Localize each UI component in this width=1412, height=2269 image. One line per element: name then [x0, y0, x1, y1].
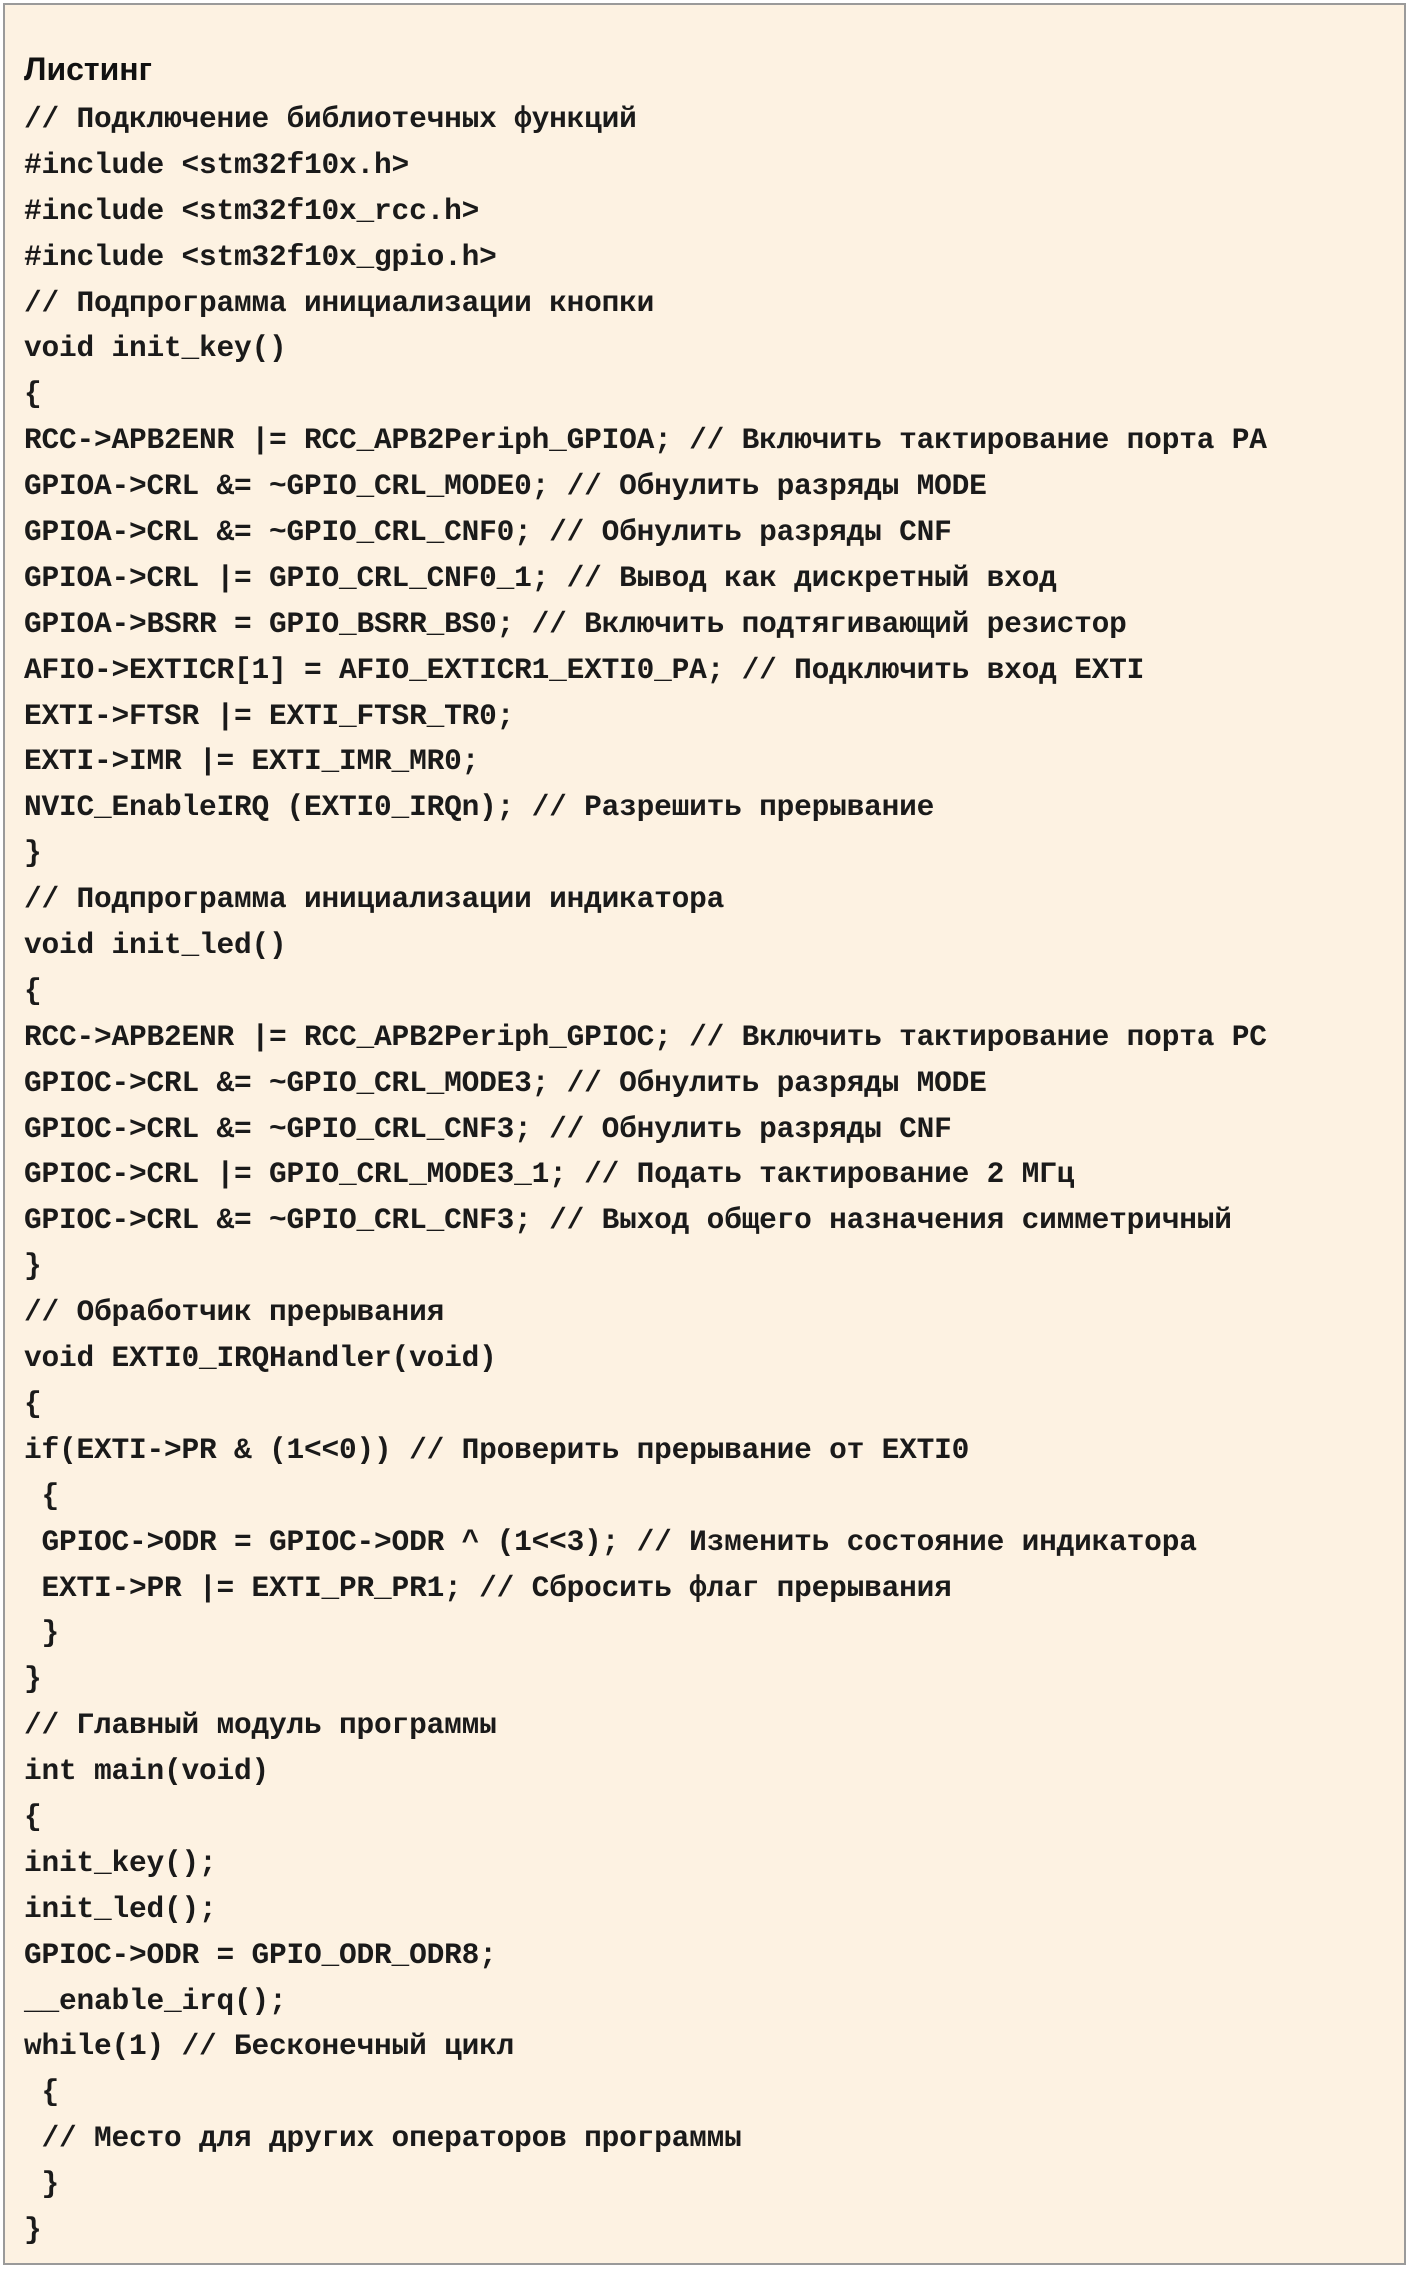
code-line: void init_led(): [24, 928, 287, 963]
code-line: GPIOA->CRL &= ~GPIO_CRL_CNF0; // Обнулить разряды CNF: [24, 515, 952, 550]
code-line: GPIOC->CRL &= ~GPIO_CRL_CNF3; // Выход общего назначения симметричный: [24, 1203, 1232, 1238]
code-line: void init_key(): [24, 331, 287, 366]
code-line: GPIOC->CRL &= ~GPIO_CRL_MODE3; // Обнулить разряды MODE: [24, 1065, 987, 1100]
code-line: GPIOC->CRL |= GPIO_CRL_MODE3_1; // Подать тактирование 2 МГц: [24, 1157, 1075, 1192]
code-line: // Подключение библиотечных функций: [24, 102, 637, 136]
code-line: EXTI->IMR |= EXTI_IMR_MR0;: [24, 744, 480, 779]
code-line: EXTI->PR |= EXTI_PR_PR1; // Сбросить флаг прерывания: [24, 1570, 952, 1605]
code-line: // Подпрограмма инициализации кнопки: [24, 285, 655, 320]
code-line: }: [24, 1662, 42, 1697]
code-line: GPIOC->CRL &= ~GPIO_CRL_CNF3; // Обнулить разряды CNF: [24, 1111, 952, 1146]
code-line: GPIOC->ODR = GPIOC->ODR ^ (1<<3); // Изменить состояние индикатора: [24, 1524, 1197, 1559]
code-line: EXTI->FTSR |= EXTI_FTSR_TR0;: [24, 698, 515, 733]
code-line: AFIO->EXTICR[1] = AFIO_EXTICR1_EXTI0_PA; // Подключить вход EXTI: [24, 652, 1145, 687]
code-line: {: [24, 2075, 60, 2110]
code-line: // Подпрограмма инициализации индикатора: [24, 882, 725, 917]
code-line: void EXTI0_IRQHandler(void): [24, 1341, 497, 1376]
code-line: RCC->APB2ENR |= RCC_APB2Periph_GPIOC; // Включить тактирование порта PC: [24, 1019, 1267, 1054]
code-line: // Обработчик прерывания: [24, 1295, 445, 1330]
code-line: init_key();: [24, 1845, 217, 1880]
code-line: }: [24, 1249, 42, 1284]
code-line: }: [24, 836, 42, 871]
code-line: GPIOA->CRL |= GPIO_CRL_CNF0_1; // Вывод как дискретный вход: [24, 560, 1057, 595]
code-line: // Место для других операторов программы: [24, 2121, 742, 2156]
code-line: if(EXTI->PR & (1<<0)) // Проверить прерывание от EXTI0: [24, 1432, 970, 1467]
code-line: #include <stm32f10x.h>: [24, 147, 410, 182]
code-line: GPIOA->BSRR = GPIO_BSRR_BS0; // Включить подтягивающий резистор: [24, 606, 1127, 641]
code-line: int main(void): [24, 1754, 270, 1789]
code-line: #include <stm32f10x_rcc.h>: [24, 193, 480, 228]
listing-title: Листинг: [24, 51, 152, 87]
code-line: init_led();: [24, 1891, 217, 1926]
listing-panel: [3, 3, 1406, 2265]
code-line: __enable_irq();: [24, 1983, 287, 2018]
code-line: {: [24, 1799, 42, 1834]
code-line: {: [24, 1386, 42, 1421]
code-line: }: [24, 2167, 60, 2202]
code-line: {: [24, 973, 42, 1008]
code-block: [24, 97, 1267, 2254]
code-line: {: [24, 377, 42, 412]
code-line: #include <stm32f10x_gpio.h>: [24, 239, 497, 274]
code-line: RCC->APB2ENR |= RCC_APB2Periph_GPIOA; // Включить тактирование порта PA: [24, 423, 1267, 458]
code-line: while(1) // Бесконечный цикл: [24, 2029, 515, 2064]
code-line: GPIOA->CRL &= ~GPIO_CRL_MODE0; // Обнулить разряды MODE: [24, 469, 987, 504]
code-line: }: [24, 1616, 60, 1651]
code-line: {: [24, 1478, 60, 1513]
code-line: GPIOC->ODR = GPIO_ODR_ODR8;: [24, 1937, 497, 1972]
code-line: }: [24, 2212, 42, 2247]
code-line: // Главный модуль программы: [24, 1708, 497, 1743]
code-line: NVIC_EnableIRQ (EXTI0_IRQn); // Разрешить прерывание: [24, 790, 935, 825]
